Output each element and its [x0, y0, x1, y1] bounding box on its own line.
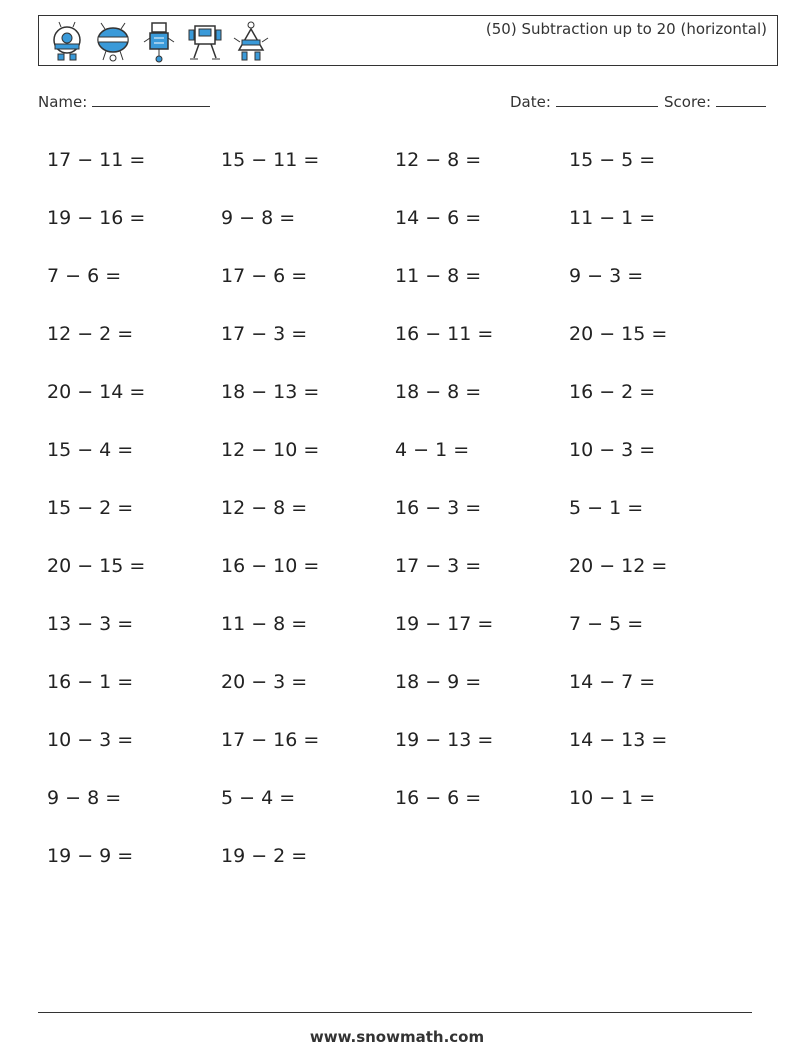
problem-item: 17 − 16 =: [221, 729, 320, 751]
score-field: [664, 92, 766, 111]
problem-item: 18 − 13 =: [221, 381, 320, 403]
problem-item: 16 − 3 =: [395, 497, 482, 519]
robot-1-icon: [47, 20, 87, 64]
date-label: Date:: [510, 93, 551, 111]
problem-row: [47, 262, 743, 320]
problem-item: 16 − 1 =: [47, 671, 134, 693]
problem-item: 16 − 2 =: [569, 381, 656, 403]
problem-item: 10 − 3 =: [569, 439, 656, 461]
worksheet-title: (50) Subtraction up to 20 (horizontal): [485, 20, 767, 38]
problem-item: 12 − 8 =: [221, 497, 308, 519]
problem-item: 15 − 4 =: [47, 439, 134, 461]
problem-row: [47, 552, 743, 610]
problem-row: [47, 204, 743, 262]
problem-item: 17 − 6 =: [221, 265, 308, 287]
problem-item: 14 − 6 =: [395, 207, 482, 229]
date-field: [510, 92, 658, 111]
problem-item: 5 − 1 =: [569, 497, 644, 519]
problem-row: [47, 320, 743, 378]
problem-row: [47, 842, 743, 900]
problem-item: 12 − 10 =: [221, 439, 320, 461]
problem-item: 16 − 6 =: [395, 787, 482, 809]
problem-item: 7 − 6 =: [47, 265, 122, 287]
problem-item: 9 − 8 =: [221, 207, 296, 229]
robot-3-icon: [139, 20, 179, 64]
problem-item: 18 − 9 =: [395, 671, 482, 693]
problem-row: [47, 378, 743, 436]
problem-item: 17 − 3 =: [221, 323, 308, 345]
problem-item: 11 − 8 =: [221, 613, 308, 635]
problem-item: 20 − 14 =: [47, 381, 146, 403]
problem-item: 12 − 2 =: [47, 323, 134, 345]
problem-item: 11 − 1 =: [569, 207, 656, 229]
problem-item: [395, 842, 569, 900]
name-field: [38, 92, 210, 111]
problem-item: 19 − 2 =: [221, 845, 308, 867]
problem-item: 17 − 3 =: [395, 555, 482, 577]
robot-icons: [47, 20, 271, 64]
problem-item: 20 − 15 =: [569, 323, 668, 345]
problem-item: 19 − 17 =: [395, 613, 494, 635]
problem-item: 19 − 13 =: [395, 729, 494, 751]
problem-item: [569, 842, 743, 900]
header-box: [38, 15, 778, 66]
problem-grid: [47, 146, 743, 900]
problem-item: 18 − 8 =: [395, 381, 482, 403]
problem-row: [47, 726, 743, 784]
problem-item: 10 − 1 =: [569, 787, 656, 809]
footer-url: www.snowmath.com: [309, 1028, 485, 1046]
problem-item: 9 − 3 =: [569, 265, 644, 287]
problem-item: 14 − 13 =: [569, 729, 668, 751]
name-line[interactable]: [92, 92, 210, 107]
date-line[interactable]: [556, 92, 658, 107]
problem-item: 16 − 11 =: [395, 323, 494, 345]
robot-4-icon: [185, 20, 225, 64]
problem-row: [47, 436, 743, 494]
problem-item: 19 − 16 =: [47, 207, 146, 229]
score-label: Score:: [664, 93, 712, 111]
problem-row: [47, 784, 743, 842]
problem-item: 10 − 3 =: [47, 729, 134, 751]
problem-item: 15 − 5 =: [569, 149, 656, 171]
problem-item: 20 − 3 =: [221, 671, 308, 693]
problem-item: 15 − 11 =: [221, 149, 320, 171]
problem-item: 9 − 8 =: [47, 787, 122, 809]
problem-item: 20 − 12 =: [569, 555, 668, 577]
problem-item: 16 − 10 =: [221, 555, 320, 577]
problem-item: 19 − 9 =: [47, 845, 134, 867]
problem-item: 13 − 3 =: [47, 613, 134, 635]
problem-item: 14 − 7 =: [569, 671, 656, 693]
robot-2-icon: [93, 20, 133, 64]
problem-item: 5 − 4 =: [221, 787, 296, 809]
problem-item: 4 − 1 =: [395, 439, 470, 461]
name-label: Name:: [38, 93, 88, 111]
problem-item: 15 − 2 =: [47, 497, 134, 519]
problem-item: 17 − 11 =: [47, 149, 146, 171]
problem-row: [47, 610, 743, 668]
problem-row: [47, 146, 743, 204]
problem-row: [47, 668, 743, 726]
robot-5-icon: [231, 20, 271, 64]
problem-row: [47, 494, 743, 552]
footer-rule: [38, 1012, 752, 1013]
score-line[interactable]: [716, 92, 766, 107]
problem-item: 11 − 8 =: [395, 265, 482, 287]
problem-item: 7 − 5 =: [569, 613, 644, 635]
problem-item: 12 − 8 =: [395, 149, 482, 171]
problem-item: 20 − 15 =: [47, 555, 146, 577]
